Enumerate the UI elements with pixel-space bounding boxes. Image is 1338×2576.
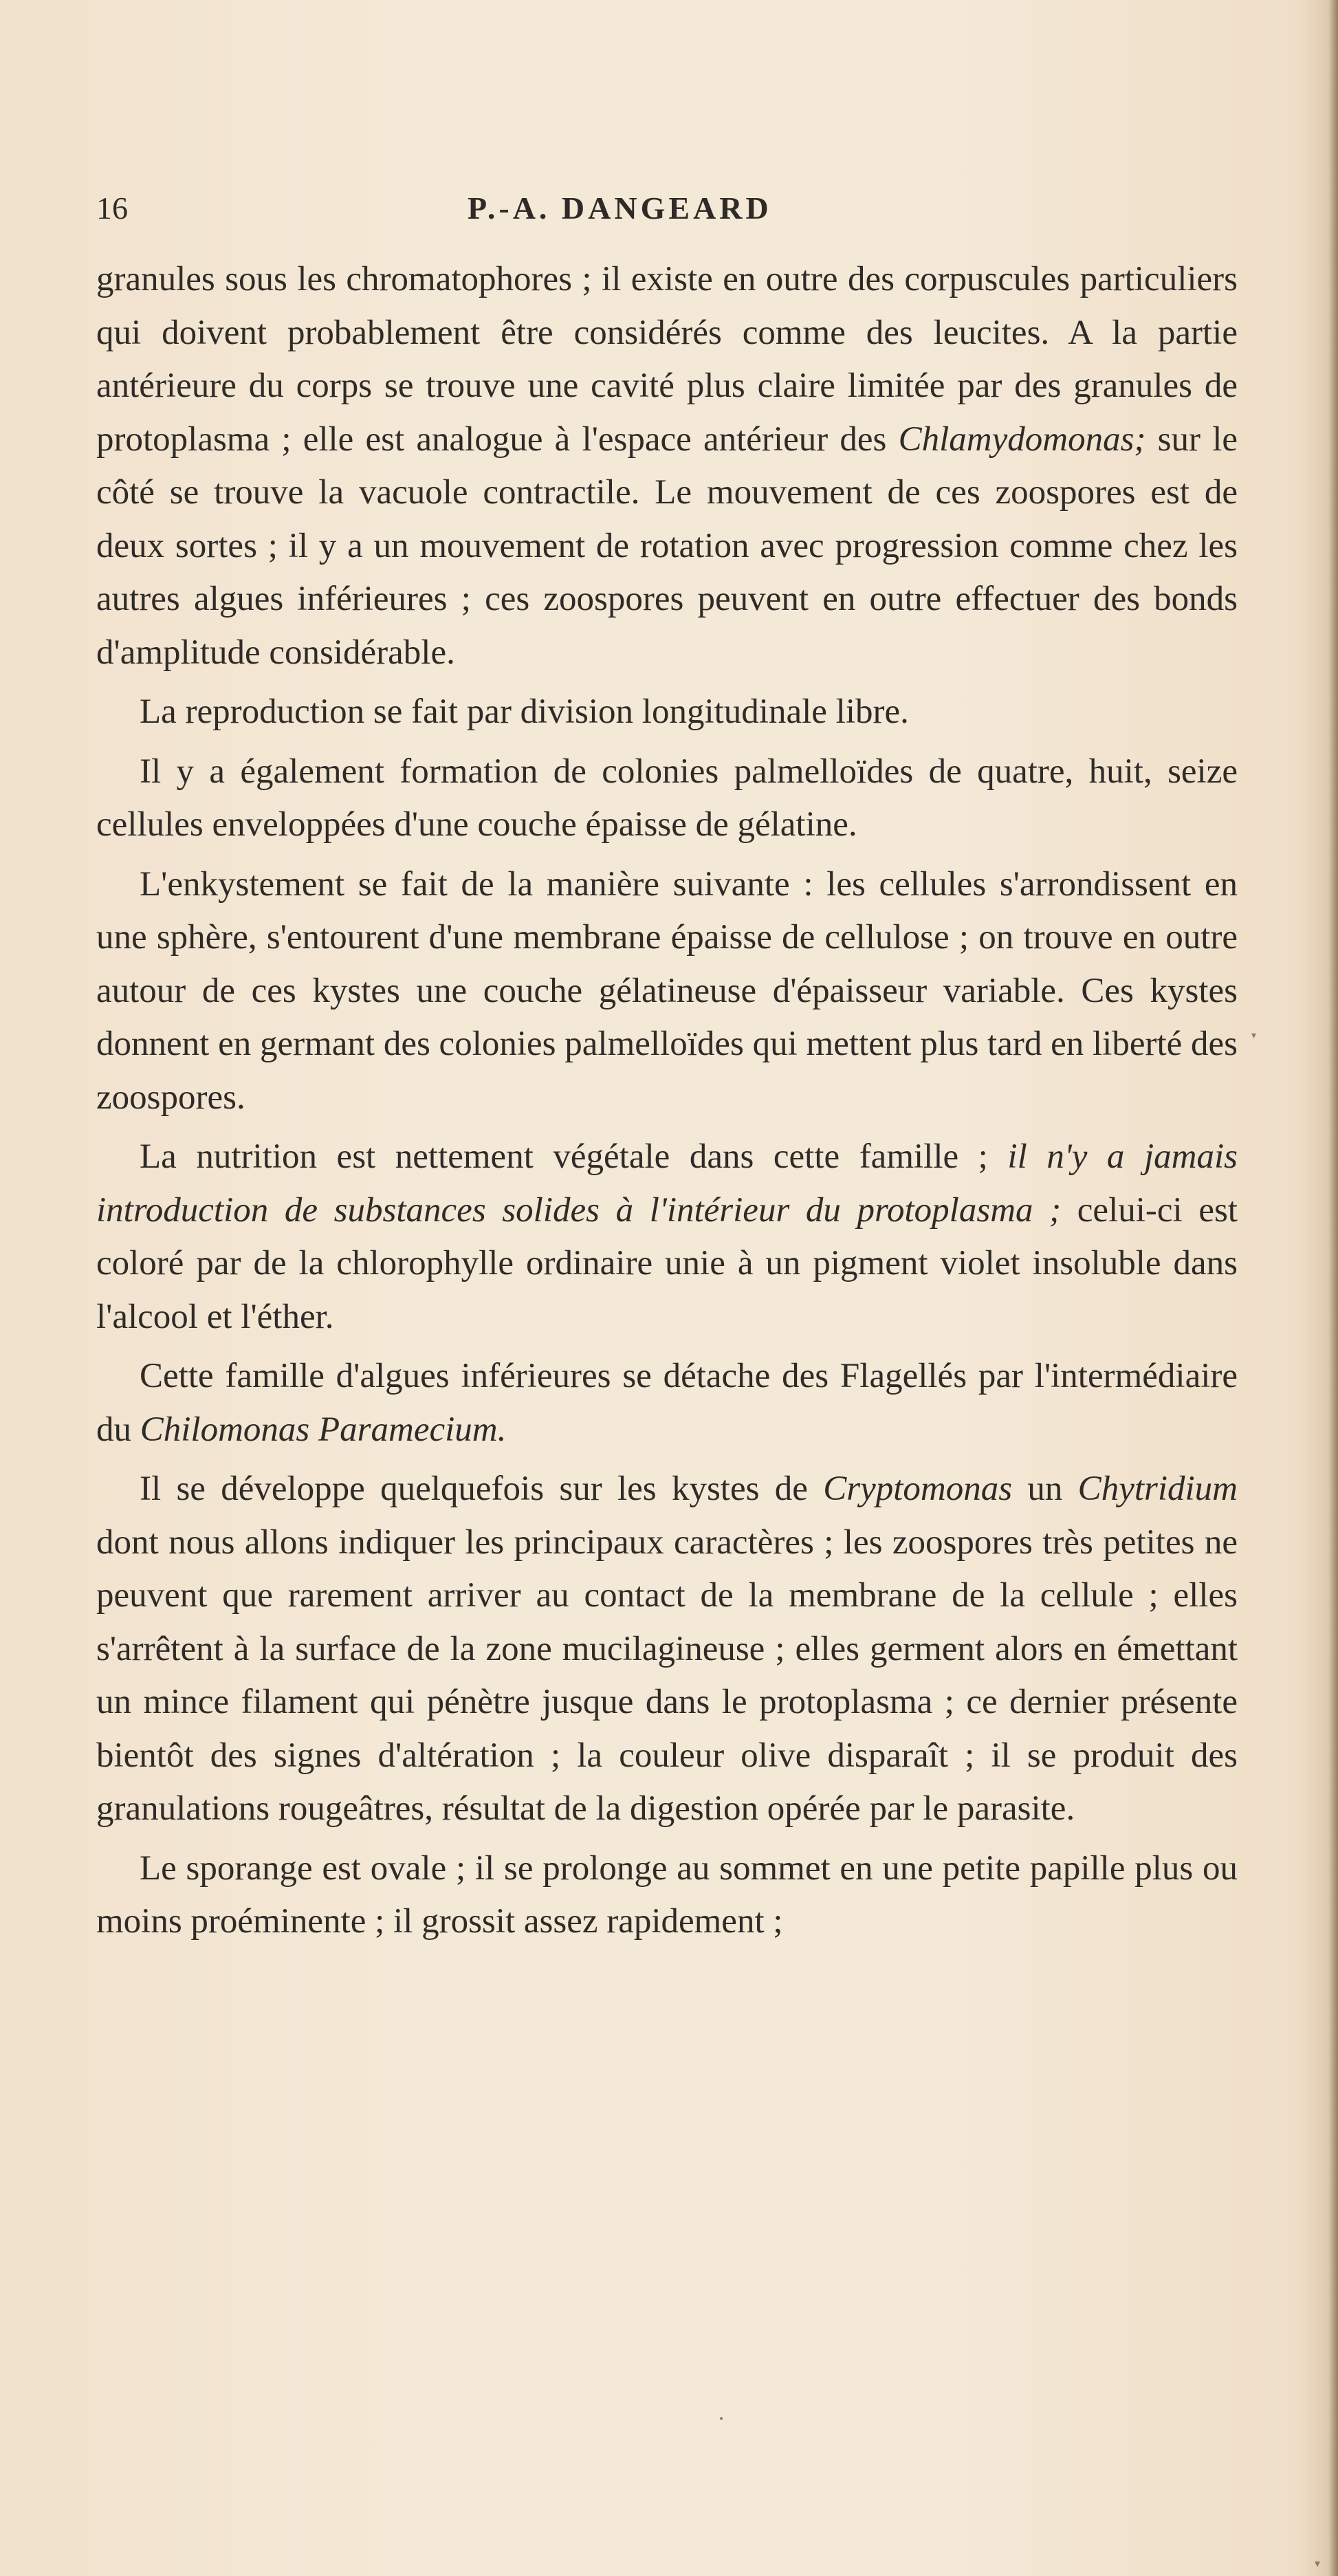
stray-mark: ▾ [1251, 1030, 1257, 1041]
italic-text: Cryptomonas [823, 1470, 1013, 1508]
paragraph [96, 858, 1238, 1125]
italic-text: Chlamydomonas; [898, 419, 1146, 459]
text-segment: un [1012, 1470, 1078, 1508]
italic-text: Chilomonas Paramecium. [140, 1410, 507, 1449]
text-segment: sur le côté se trouve la vacuole contractile. Le mouvement de ces zoospores est de deux sortes ; il y a un mouvement de rotation avec progression comme chez les autres algues inférieures ; ces zoospores peuvent en outre effectuer des bonds d'amplitude considérable. [96, 419, 1238, 672]
page-edge-shadow [1328, 0, 1338, 2576]
paragraph [96, 1131, 1238, 1344]
page-number: 16 [96, 190, 128, 226]
paragraph [96, 253, 1238, 679]
paragraph [96, 1350, 1238, 1456]
text-segment: La reproduction se fait par division longitudinale libre. [140, 692, 909, 731]
text-segment: Le sporange est ovale ; il se prolonge au sommet en une petite papille plus ou moins proéminente ; il grossit assez rapidement ; [96, 1848, 1238, 1941]
text-segment: La nutrition est nettement végétale dans cette famille ; [140, 1137, 1008, 1176]
text-segment: Il y a également formation de colonies palmelloïdes de quatre, huit, seize cellules enveloppées d'une couche épaisse de gélatine. [96, 752, 1238, 844]
text-segment: Cette famille d'algues inférieures se détache des Flagellés par l'intermédiaire du [96, 1357, 1238, 1449]
paragraph [96, 1463, 1238, 1836]
text-segment: dont nous allons indiquer les principaux caractères ; les zoospores très petites ne peuvent que rarement arriver au contact de la membrane de la cellule ; elles s'arrêtent à la surface de la zone mucilagineuse ; elles germent alors en émettant un mince filament qui pénètre jusque dans le protoplasma ; ce dernier présente bientôt des signes d'altération ; la couleur olive disparaît ; il se produit des granulations rougeâtres, résultat de la digestion opérée par le parasite. [96, 1522, 1238, 1828]
text-segment: granules sous les chromatophores ; il existe en outre des corpuscules particuliers qui doivent probablement être considérés comme des leucites. A la partie antérieure du corps se trouve une cavité plus claire limitée par des granules de protoplasma ; elle est analogue à l'espace antérieur des [96, 260, 1238, 459]
stray-mark: ▾ [1315, 2557, 1321, 2570]
italic-text: Chytridium [1077, 1470, 1238, 1508]
text-segment: L'enkystement se fait de la manière suivante : les cellules s'arrondissent en une sphère, s'entourent d'une membrane épaisse de cellulose ; on trouve en outre autour de ces kystes une couche gélatineuse d'épaisseur variable. Ces kystes donnent en germant des colonies palmelloïdes qui mettent plus tard en liberté des zoospores. [96, 864, 1238, 1117]
stray-mark: • [719, 2414, 725, 2425]
italic-text: il n'y a jamais introduction de substances solides à l'intérieur du protoplasma ; [96, 1137, 1238, 1230]
paragraph [96, 1842, 1238, 1949]
body-text [96, 253, 1238, 1955]
text-segment: celui-ci est coloré par de la chlorophylle ordinaire unie à un pigment violet insoluble dans l'alcool et l'éther. [96, 1190, 1238, 1336]
running-head: P.-A. DANGEARD [468, 190, 772, 226]
page-header [96, 190, 1238, 238]
text-segment: Il se développe quelquefois sur les kystes de [140, 1470, 824, 1508]
paragraph [96, 745, 1238, 852]
paragraph [96, 686, 1238, 739]
